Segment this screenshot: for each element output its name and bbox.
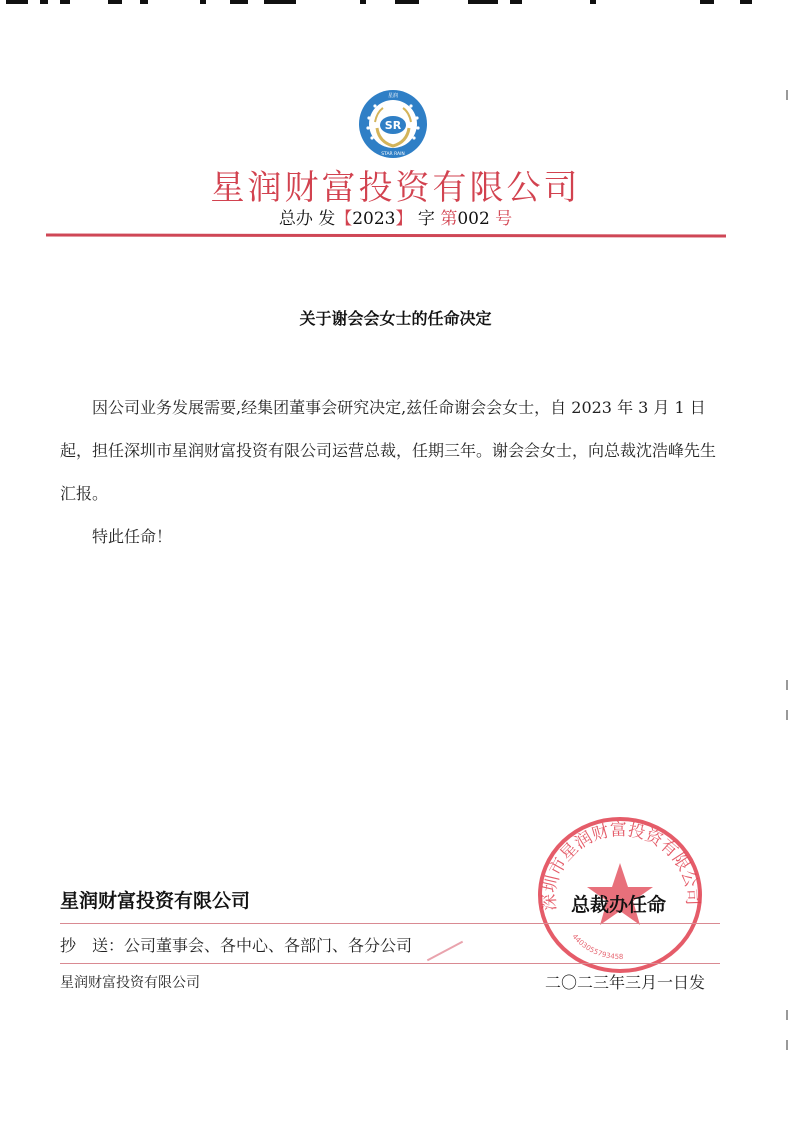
document-title: 关于谢会会女士的任命决定	[299, 309, 492, 328]
svg-text:深圳市星润财富投资有限公司: 深圳市星润财富投资有限公司	[539, 820, 703, 912]
letterhead-divider	[46, 234, 726, 238]
stamp-label: 总裁办任命	[571, 894, 667, 916]
doc-number-hao: 号	[495, 209, 513, 229]
doc-number-year: 2023	[352, 209, 396, 229]
document-body	[60, 386, 720, 558]
cc-line	[60, 933, 412, 956]
doc-number-char: 字	[417, 209, 435, 229]
cc-recipients: 公司董事会、各中心、各部门、各分公司	[124, 936, 413, 955]
doc-number-value: 002	[457, 209, 490, 229]
company-logo-icon	[357, 88, 429, 160]
footer-divider-bottom	[60, 963, 720, 964]
svg-text:星润: 星润	[387, 93, 399, 99]
issuer-name: 星润财富投资有限公司	[60, 975, 200, 991]
footer-divider-top	[60, 923, 720, 924]
letterhead-company-name: 星润财富投资有限公司	[210, 168, 581, 208]
body-paragraph: 因公司业务发展需要,经集团董事会研究决定,兹任命谢会会女士，自 2023 年 3 月 1 日起，担任深圳市星润财富投资有限公司运营总裁，任期三年。谢会会女士，向总裁沈浩峰先生汇报。	[60, 398, 717, 503]
doc-number-bracket-close: 】	[395, 209, 413, 229]
footer-company-name: 星润财富投资有限公司	[60, 890, 251, 912]
scan-edge-artifacts	[0, 0, 791, 6]
doc-number-bracket-open: 【	[335, 209, 353, 229]
issue-date: 二〇二三年三月一日发	[544, 973, 705, 992]
doc-number-di: 第	[440, 209, 458, 229]
doc-number-prefix: 总办 发	[278, 209, 336, 229]
svg-text:4403055793458: 4403055793458	[570, 932, 624, 962]
signature-stroke	[427, 941, 463, 962]
closing-statement: 特此任命！	[92, 527, 173, 546]
svg-text:STAR RAIN: STAR RAIN	[381, 152, 405, 157]
cc-label: 抄 送：	[60, 936, 125, 955]
document-number	[0, 204, 791, 229]
svg-text:SR: SR	[384, 119, 402, 132]
